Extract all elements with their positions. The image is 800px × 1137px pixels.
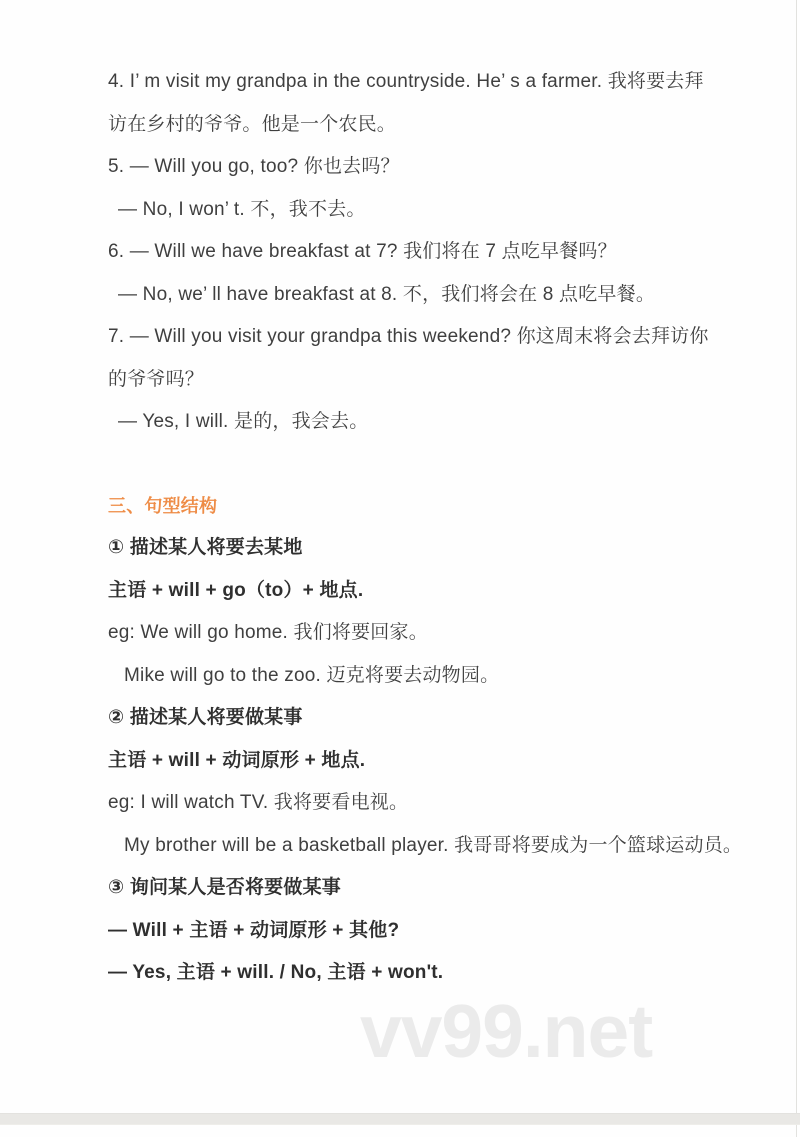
document-line: ② 描述某人将要做某事 bbox=[108, 707, 303, 728]
document-line: eg: We will go home. 我们将要回家。 bbox=[108, 622, 428, 643]
watermark: vv99.net bbox=[360, 989, 653, 1073]
document-line: 主语 + will + go（to）+ 地点. bbox=[108, 579, 364, 601]
document-body bbox=[108, 61, 780, 995]
document-line: — Will + 主语 + 动词原形 + 其他? bbox=[108, 919, 400, 941]
document-line: ① 描述某人将要去某地 bbox=[108, 537, 303, 558]
document-line: eg: I will watch TV. 我将要看电视。 bbox=[108, 792, 409, 813]
document-line: ③ 询问某人是否将要做某事 bbox=[108, 877, 341, 898]
document-line: Mike will go to the zoo. 迈克将要去动物园。 bbox=[124, 664, 500, 686]
document-line: 7. — Will you visit your grandpa this weekend? 你这周末将会去拜访你 bbox=[108, 326, 709, 347]
document-line: My brother will be a basketball player. 我哥哥将要成为一个篮球运动员。 bbox=[124, 834, 743, 856]
document-line: 的爷爷吗？ bbox=[108, 368, 205, 390]
document-line: 4. I’ m visit my grandpa in the countryside. He’ s a farmer. 我将要去拜 bbox=[108, 71, 704, 92]
document-line: 主语 + will + 动词原形 + 地点. bbox=[108, 749, 366, 771]
document-line: — No, I won’ t. 不，我不去。 bbox=[118, 198, 366, 220]
next-page-top bbox=[0, 1125, 796, 1137]
document-line: — Yes, 主语 + will. / No, 主语 + won't. bbox=[108, 962, 444, 983]
section-heading: 三、句型结构 bbox=[108, 495, 218, 516]
document-line: 访在乡村的爷爷。他是一个农民。 bbox=[108, 113, 397, 135]
document-line: — No, we’ ll have breakfast at 8. 不，我们将会在 8 点吃早餐。 bbox=[118, 283, 656, 305]
page-separator bbox=[0, 1113, 800, 1125]
page-right-edge-line bbox=[796, 0, 797, 1137]
document-line: 6. — Will we have breakfast at 7? 我们将在 7 点吃早餐吗？ bbox=[108, 241, 617, 262]
document-line: 5. — Will you go, too? 你也去吗？ bbox=[108, 156, 400, 177]
document-line: — Yes, I will. 是的，我会去。 bbox=[118, 411, 369, 432]
